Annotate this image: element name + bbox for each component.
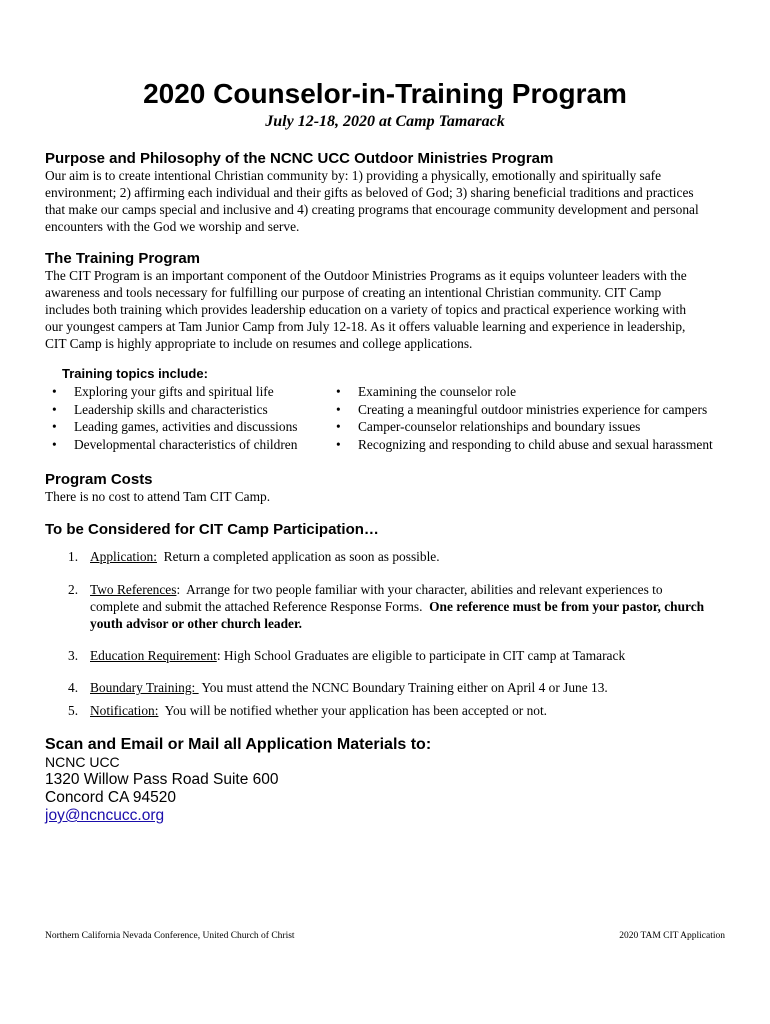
costs-heading: Program Costs	[45, 471, 153, 488]
item-number: 2.	[68, 582, 79, 597]
text-line: awareness and tools necessary for fulfilling our purpose of creating an intentional Christian community. CIT Camp	[45, 285, 662, 300]
topics-list-left	[46, 383, 298, 453]
page-subtitle: July 12-18, 2020 at Camp Tamarack	[265, 113, 505, 130]
item-emphasis: One reference must be from your pastor, church	[429, 599, 705, 614]
text-line: includes both training which provides leadership education on a variety of topics and practical experience working with	[45, 302, 687, 317]
text-line: environment; 2) affirming each individual and their gifts as beloved of God; 3) sharing beneficial traditions and practices	[45, 185, 694, 200]
topics-list-right	[330, 383, 713, 453]
item-label: Notification:	[90, 703, 159, 718]
list-item: • Creating a meaningful outdoor ministries experience for campers	[330, 401, 713, 419]
text-line: The CIT Program is an important component of the Outdoor Ministries Programs as it equips volunteer leaders with the	[45, 268, 687, 283]
list-item: • Recognizing and responding to child abuse and sexual harassment	[330, 436, 713, 454]
item-text: : Arrange for two people familiar with your character, abilities and relevant experiences to	[176, 582, 663, 597]
item-label: Boundary Training:	[90, 680, 199, 695]
footer-left: Northern California Nevada Conference, United Church of Christ	[45, 931, 295, 941]
item-text: : High School Graduates are eligible to participate in CIT camp at Tamarack	[216, 648, 626, 663]
item-number: 4.	[68, 680, 79, 695]
page-title: 2020 Counselor-in-Training Program	[143, 78, 627, 109]
item-text: You will be notified whether your application has been accepted or not.	[158, 703, 548, 718]
list-item: • Camper-counselor relationships and boundary issues	[330, 418, 713, 436]
text-line: that make our camps special and inclusive and 4) creating programs that encourage community development and personal	[45, 202, 699, 217]
text-line: our youngest campers at Tam Junior Camp from July 12-18. As it offers valuable learning and experience in leadership,	[45, 319, 686, 334]
mail-org: NCNC UCC	[45, 754, 120, 770]
item-number: 3.	[68, 648, 79, 663]
list-item: • Exploring your gifts and spiritual life	[46, 383, 298, 401]
list-item: • Leadership skills and characteristics	[46, 401, 298, 419]
item-text: You must attend the NCNC Boundary Training either on April 4 or June 13.	[198, 680, 608, 695]
item-label: Education Requirement	[90, 648, 217, 663]
purpose-heading: Purpose and Philosophy of the NCNC UCC Outdoor Ministries Program	[45, 150, 554, 167]
item-number: 5.	[68, 703, 79, 718]
training-paragraph	[45, 267, 687, 352]
item-label: Application:	[90, 549, 157, 564]
list-item: • Developmental characteristics of children	[46, 436, 298, 454]
item-text: complete and submit the attached Reference Response Forms.	[90, 599, 430, 614]
email-link[interactable]: joy@ncncucc.org	[45, 807, 165, 824]
mail-city: Concord CA 94520	[45, 789, 176, 806]
training-heading: The Training Program	[45, 250, 201, 267]
text-line: Our aim is to create intentional Christian community by: 1) providing a physically, emotionally and spiritually safe	[45, 168, 662, 183]
considered-heading: To be Considered for CIT Camp Participation…	[45, 521, 379, 538]
text-line: CIT Camp is highly appropriate to include on resumes and college applications.	[45, 336, 473, 351]
mail-heading: Scan and Email or Mail all Application Materials to:	[45, 736, 432, 753]
item-text: Return a completed application as soon as possible.	[156, 549, 440, 564]
item-label: Two References	[90, 582, 177, 597]
list-item: • Examining the counselor role	[330, 383, 713, 401]
item-number: 1.	[68, 549, 79, 564]
purpose-paragraph	[45, 167, 699, 235]
text-line: encounters with the God we worship and serve.	[45, 219, 300, 234]
list-item: • Leading games, activities and discussions	[46, 418, 298, 436]
footer-right: 2020 TAM CIT Application	[619, 931, 725, 941]
costs-text: There is no cost to attend Tam CIT Camp.	[45, 489, 271, 504]
item-emphasis: youth advisor or other church leader.	[90, 616, 303, 631]
topics-heading: Training topics include:	[62, 366, 208, 381]
mail-street: 1320 Willow Pass Road Suite 600	[45, 771, 279, 788]
